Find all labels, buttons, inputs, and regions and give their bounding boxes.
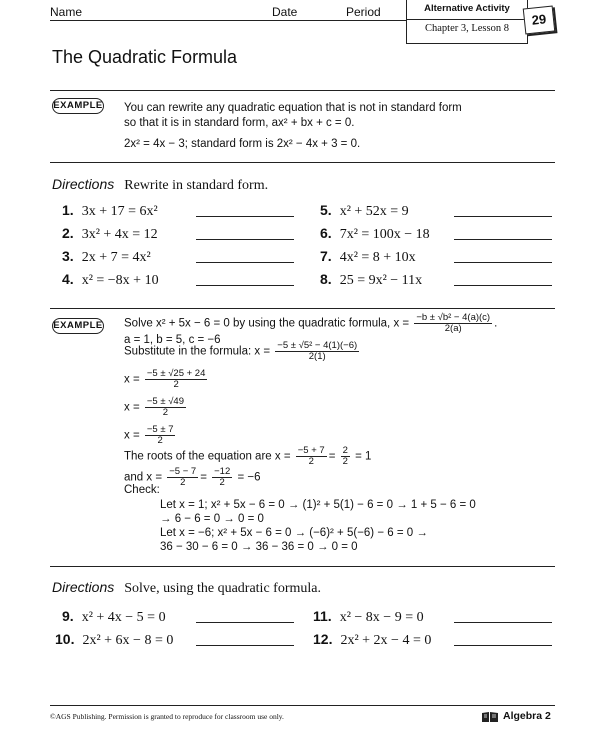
section1-directions [52,176,268,194]
page-number: 29 [530,11,547,28]
and-fraction-1 [167,467,198,488]
substitute-text: Substitute in the formula: x = [124,345,271,358]
problem-4 [62,271,159,289]
problem-number: 3. [62,248,74,264]
directions-text: Solve, using the quadratic formula. [124,581,321,596]
substituted-denominator: 2(1) [308,351,326,362]
roots-fraction-2 [341,446,350,467]
example1-top-rule [50,90,555,91]
solve-text: Solve x² + 5x − 6 = 0 by using the quadratic formula, x = [124,317,410,330]
directions-label: Directions [52,579,115,595]
activity-label: Alternative Activity [424,3,510,14]
problem-5 [320,202,409,220]
step-3 [124,425,177,446]
answer-line-11[interactable] [454,622,552,623]
answer-line-12[interactable] [454,645,552,646]
substituted-numerator: −5 ± √5² − 4(1)(−6) [277,340,358,351]
problem-10 [55,631,173,649]
problem-11 [313,608,424,626]
problem-number: 4. [62,271,74,287]
problem-3 [62,248,151,266]
roots-line: The roots of the equation are x = $\frac{-5 + 7}{2}$ = $\frac{2}{2}$ = 1 [124,445,372,467]
step-3-fraction [145,425,176,446]
directions-text: Rewrite in standard form. [124,178,269,193]
problem-expression: x² + 52x = 9 [339,204,409,219]
and-numerator-2: −12 [214,466,231,477]
and-denominator-2: 2 [219,477,225,488]
header-underline [50,20,407,21]
problem-expression: 2x + 7 = 4x² [81,250,151,265]
problem-expression: x² − 8x − 9 = 0 [339,610,424,625]
roots-numerator-1: −5 + 7 [297,445,325,456]
activity-box [406,0,528,44]
x-equals: x = [124,401,140,414]
example1-badge: EXAMPLE [52,98,104,114]
step-1 [124,369,209,390]
chapter-label: Chapter 3, Lesson 8 [425,23,509,34]
formula-numerator: −b ± √b² − 4(a)(c) [416,312,491,323]
quadratic-formula [414,313,492,334]
step-3-numerator: −5 ± 7 [146,424,174,435]
problem-6 [320,225,430,243]
directions-label: Directions [52,176,115,192]
section2-directions [52,579,321,597]
answer-line-7[interactable] [454,262,552,263]
answer-line-5[interactable] [454,216,552,217]
check-2a: Let x = −6; x² + 5x − 6 = 0 → (−6)² + 5(−6) − 6 = 0 → [160,527,428,539]
activity-divider [407,19,527,20]
example2-bottom-rule [50,566,555,567]
copyright: ©AGS Publishing. Permission is granted to reproduce for classroom use only. [50,712,284,721]
example1-bottom-rule [50,162,555,163]
check-2b: 36 − 30 − 6 = 0 → 36 − 36 = 0 → 0 = 0 [160,541,358,553]
step-2 [124,397,188,418]
problem-expression: 2x² + 6x − 8 = 0 [82,633,174,648]
problem-1 [62,202,158,220]
roots-denominator-1: 2 [308,456,314,467]
answer-line-2[interactable] [196,239,294,240]
x-equals: x = [124,373,140,386]
problem-expression: x² = −8x + 10 [81,273,159,288]
roots-text: The roots of the equation are x = [124,450,291,463]
page-number-tab [523,6,556,35]
book-logo-icon [481,710,499,728]
step-1-fraction [145,369,208,390]
problem-expression: 2x² + 2x − 4 = 0 [340,633,432,648]
problem-number: 5. [320,202,332,218]
substituted-formula [275,341,359,362]
example2-badge: EXAMPLE [52,318,104,334]
problem-12 [313,631,431,649]
step-2-fraction [145,397,186,418]
name-label: Name [50,5,83,19]
problem-number: 7. [320,248,332,264]
answer-line-4[interactable] [196,285,294,286]
step-3-denominator: 2 [157,435,163,446]
problem-2 [62,225,158,243]
footer-rule [50,705,555,706]
example1-line1: You can rewrite any quadratic equation that is not in standard form [124,102,462,114]
period-label: Period [346,5,381,19]
problem-number: 2. [62,225,74,241]
answer-line-8[interactable] [454,285,552,286]
and-numerator-1: −5 − 7 [169,466,197,477]
x-equals: x = [124,429,140,442]
problem-expression: x² + 4x − 5 = 0 [81,610,166,625]
example1-line2: so that it is in standard form, ax² + bx + c = 0. [124,117,355,129]
problem-number: 6. [320,225,332,241]
problem-number: 12. [313,631,333,647]
problem-number: 9. [62,608,74,624]
problem-number: 8. [320,271,332,287]
example1-line3: 2x² = 4x − 3; standard form is 2x² − 4x + 3 = 0. [124,138,361,150]
and-line: and x = $\frac{-5 - 7}{2}$ = $\frac{-12}{2}$ = −6 [124,466,261,488]
problem-expression: 3x + 17 = 6x² [81,204,158,219]
problem-number: 1. [62,202,74,218]
abc-values: a = 1, b = 5, c = −6 [124,334,221,346]
answer-line-9[interactable] [196,622,294,623]
problem-expression: 4x² = 8 + 10x [339,250,416,265]
and-denominator-1: 2 [180,477,186,488]
check-1b: → 6 − 6 = 0 → 0 = 0 [160,513,264,525]
problem-9 [62,608,166,626]
example2-top-rule [50,308,555,309]
step-1-denominator: 2 [173,379,179,390]
roots-result: = 1 [355,450,372,463]
problem-number: 10. [55,631,75,647]
roots-fraction-1 [296,446,327,467]
problem-expression: 25 = 9x² − 11x [339,273,423,288]
roots-numerator-2: 2 [342,445,348,456]
roots-denominator-2: 2 [342,456,348,467]
problem-expression: 3x² + 4x = 12 [81,227,158,242]
and-text: and x = [124,471,163,484]
answer-line-6[interactable] [454,239,552,240]
example2-solve-line: Solve x² + 5x − 6 = 0 by using the quadratic formula, x = $\frac{\text{−b ± √b² − 4(a)(c)}}{2(a)}$ . [124,312,498,334]
problem-7 [320,248,416,266]
check-label: Check: [124,484,160,496]
and-fraction-2 [212,467,232,488]
check-1a: Let x = 1; x² + 5x − 6 = 0 → (1)² + 5(1) − 6 = 0 → 1 + 5 − 6 = 0 [160,499,476,511]
substitute-line [124,341,361,362]
date-label: Date [272,5,298,19]
answer-line-1[interactable] [196,216,294,217]
answer-line-3[interactable] [196,262,294,263]
problem-expression: 7x² = 100x − 18 [339,227,430,242]
formula-denominator: 2(a) [444,323,462,334]
and-result: = −6 [237,471,261,484]
page-title: The Quadratic Formula [52,47,238,67]
book-title: Algebra 2 [503,710,551,722]
problem-8 [320,271,422,289]
problem-number: 11. [313,608,332,624]
step-2-numerator: −5 ± √49 [146,396,184,407]
step-1-numerator: −5 ± √25 + 24 [146,368,206,379]
step-2-denominator: 2 [162,407,169,418]
answer-line-10[interactable] [196,645,294,646]
